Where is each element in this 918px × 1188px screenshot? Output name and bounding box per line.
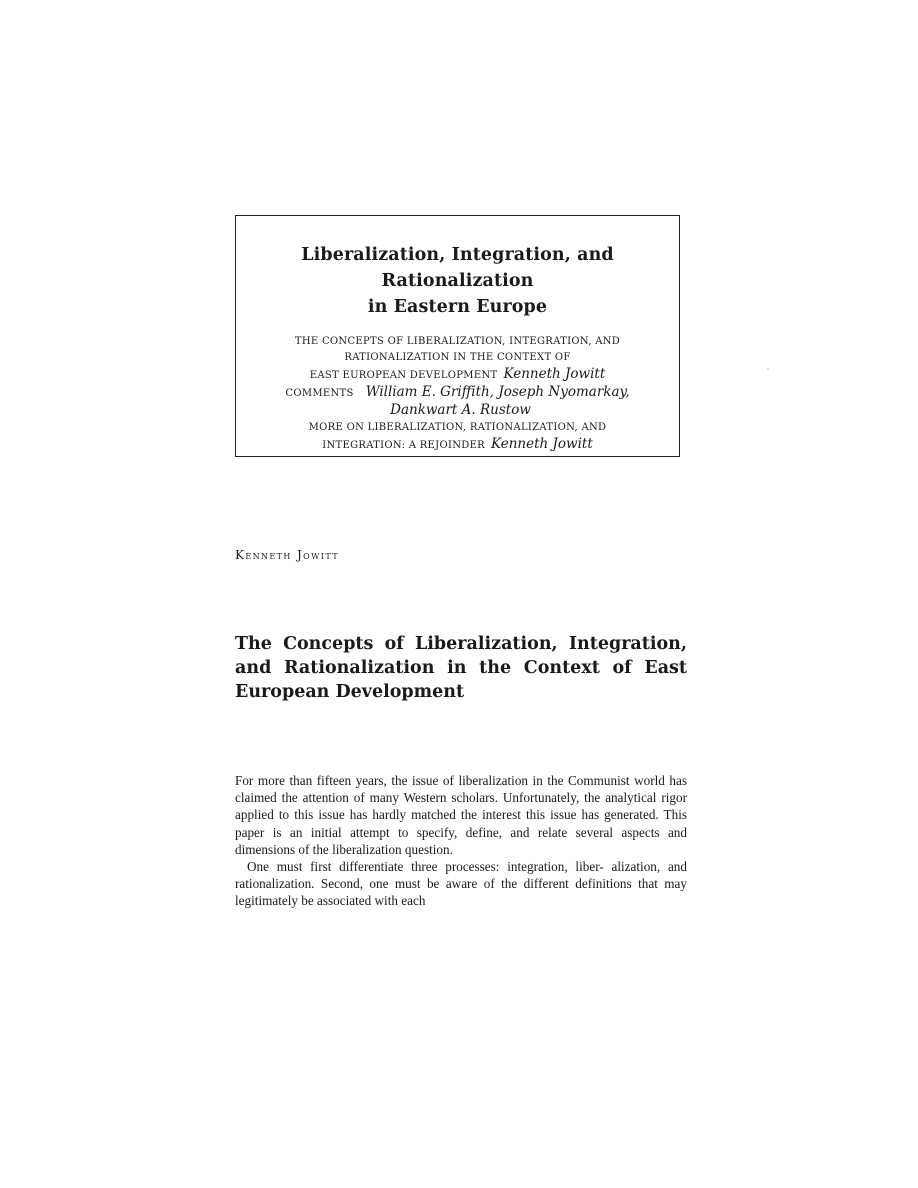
contents-entry-author: Kenneth Jowitt — [491, 436, 593, 452]
body-paragraph: For more than fifteen years, the issue of liberalization in the Communist world has claimed the attention of many Western scholars. Unfortunately, the analytical rigor applied to this issue has hardly matched the interest this issue has generated. This paper is an initial attempt to specify, define, and relate several aspects and dimensions of the liberalization question. — [235, 773, 687, 857]
contents-entry-line: RATIONALIZATION IN THE CONTEXT OF — [344, 352, 571, 363]
symposium-contents-box — [235, 215, 680, 457]
comments-authors-line1: William E. Griffith, Joseph Nyomarkay, — [365, 384, 630, 400]
article-title: The Concepts of Liberalization, Integration, and Rationalization in the Context of East European Development — [235, 634, 687, 702]
contents-entry-line — [236, 366, 679, 384]
contents-entry-main-article — [236, 334, 679, 384]
symposium-title-line2: in Eastern Europe — [367, 297, 548, 317]
contents-entry-line — [236, 384, 679, 402]
contents-list — [236, 334, 679, 454]
comments-authors-line2: Dankwart A. Rustow — [390, 402, 531, 418]
contents-entry-line — [236, 402, 679, 420]
contents-entry-last-line: INTEGRATION: A REJOINDER — [322, 440, 486, 451]
contents-entry-author: Kenneth Jowitt — [503, 366, 606, 382]
comments-label: COMMENTS — [285, 388, 354, 399]
contents-entry-last-line: EAST EUROPEAN DEVELOPMENT — [309, 370, 498, 381]
contents-entry-line: MORE ON LIBERALIZATION, RATIONALIZATION, AND — [308, 422, 607, 433]
contents-entry-rejoinder — [236, 420, 679, 454]
contents-entry-line: THE CONCEPTS OF LIBERALIZATION, INTEGRATION, AND — [294, 336, 621, 347]
contents-entry-comments — [236, 384, 679, 420]
body-paragraph: One must first differentiate three processes: integration, liber- alization, and rationalization. Second, one must be aware of the different definitions that may legitimately be associated with each — [235, 859, 687, 909]
symposium-title — [236, 242, 679, 320]
speck-mark — [767, 368, 769, 370]
article-byline: Kenneth Jowitt — [235, 548, 339, 562]
contents-entry-line — [236, 436, 679, 454]
article-body — [235, 772, 687, 910]
symposium-title-line1: Liberalization, Integration, and Rationalization — [301, 245, 614, 291]
